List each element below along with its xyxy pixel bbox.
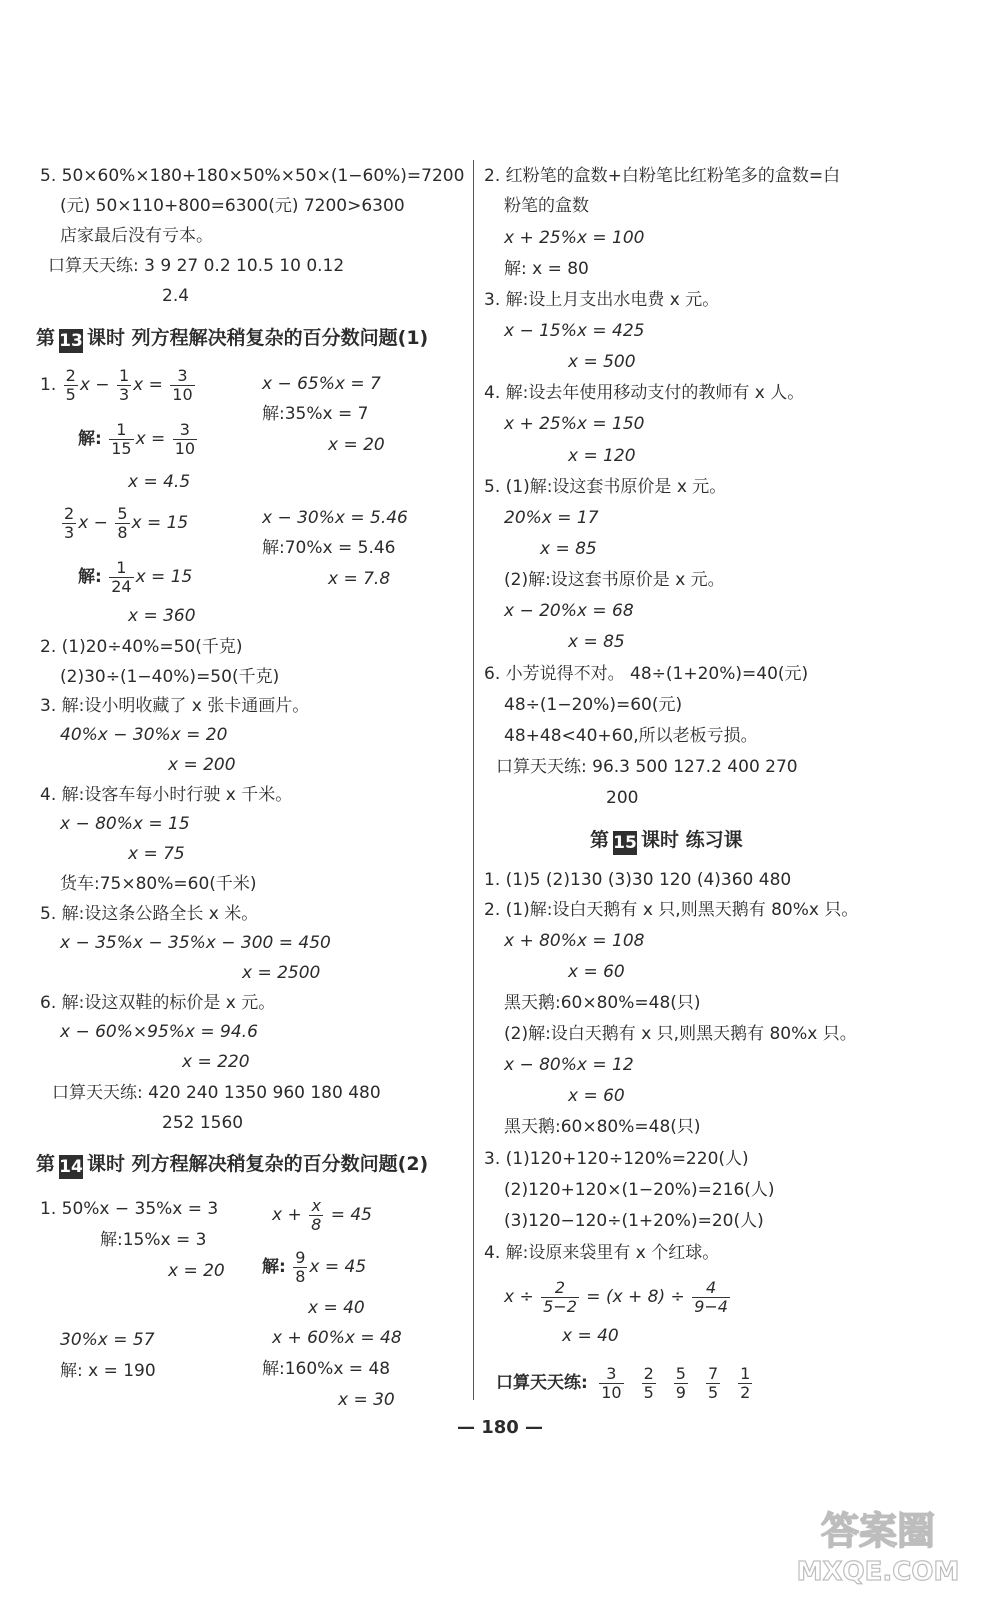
l15-q2: 2. (1)解:设白天鹅有 x 只,则黑天鹅有 80%x 只。 <box>484 900 859 920</box>
expr: x + <box>272 1205 308 1225</box>
l13-q1b-ans: x = 20 <box>328 435 385 455</box>
l13-post: 课时 列方程解决稍复杂的百分数问题(1) <box>87 327 429 349</box>
l14-a-sol: 解:15%x = 3 <box>100 1230 207 1250</box>
frac-den: 9 <box>675 1382 686 1402</box>
frac-den: 5 <box>707 1382 719 1402</box>
frac-den: 9−4 <box>694 1296 728 1316</box>
expr: = (x + 8) ÷ <box>580 1287 691 1307</box>
frac-num: 1 <box>109 559 133 578</box>
r-q4a: x + 25%x = 150 <box>504 414 645 434</box>
fraction <box>293 1249 307 1286</box>
expr: x = 15 <box>131 513 189 533</box>
sol-label: 解: <box>78 567 102 587</box>
frac-num: 4 <box>692 1279 730 1298</box>
frac-num: 9 <box>295 1247 306 1267</box>
fraction <box>170 367 194 404</box>
l15-q1: 1. (1)5 (2)130 (3)30 120 (4)360 480 <box>484 870 792 890</box>
fraction <box>692 1279 730 1316</box>
frac-den: 8 <box>117 522 128 542</box>
lesson15-title <box>590 828 743 855</box>
frac-num: x <box>309 1197 323 1216</box>
frac-num: 2 <box>64 503 75 523</box>
expr: = 45 <box>325 1205 372 1225</box>
l13-q1d-eq: x − 30%x = 5.46 <box>262 508 408 528</box>
r-q5e: x = 85 <box>568 632 625 652</box>
l13-q4c: 货车:75×80%=60(千米) <box>60 874 257 894</box>
fraction <box>62 505 76 542</box>
l13-q1c-sol <box>78 556 192 598</box>
r-q5: 5. (1)解:设这套书原价是 x 元。 <box>484 477 727 497</box>
lesson14-title <box>36 1152 428 1179</box>
frac-den: 8 <box>295 1266 306 1286</box>
frac-num: 1 <box>109 421 133 440</box>
l15-q4: 4. 解:设原来袋里有 x 个红球。 <box>484 1243 720 1263</box>
fraction <box>109 559 133 596</box>
l15-q4-eq <box>504 1276 732 1318</box>
l14-c-sol: 解: x = 190 <box>60 1361 156 1381</box>
frac-den: 2 <box>740 1382 751 1402</box>
l-p5-oral: 口算天天练: 3 9 27 0.2 10.5 10 0.12 <box>48 256 345 276</box>
l14-a: 1. 50%x − 35%x = 3 <box>40 1199 219 1219</box>
l15-q2e: x − 80%x = 12 <box>504 1055 634 1075</box>
sol-label: 解: <box>262 1257 286 1277</box>
r-q2c: x + 25%x = 100 <box>504 228 645 248</box>
r-q3: 3. 解:设上月支出水电费 x 元。 <box>484 290 720 310</box>
frac-num: 1 <box>118 365 130 385</box>
l15-oral <box>496 1362 764 1404</box>
watermark-text-1: 答案圈 <box>820 1509 936 1553</box>
l15-q2f: x = 60 <box>568 1086 625 1106</box>
expr: x − <box>78 513 114 533</box>
frac-num: 2 <box>541 1279 579 1298</box>
frac-den: 10 <box>172 384 193 404</box>
l13-q4a: x − 80%x = 15 <box>60 814 190 834</box>
l14-num: 14 <box>59 1157 83 1177</box>
r-q6a: 48÷(1−20%)=60(元) <box>504 695 683 715</box>
l15-post: 课时 练习课 <box>641 829 743 851</box>
frac-num: 3 <box>170 367 194 386</box>
l-p5-line2: (元) 50×110+800=6300(元) 7200>6300 <box>60 196 405 216</box>
r-q2b: 粉笔的盒数 <box>504 196 589 216</box>
q-label: 1. <box>40 375 57 395</box>
l13-pre: 第 <box>36 327 56 349</box>
l14-d-sol: 解:160%x = 48 <box>262 1359 391 1379</box>
l15-q2c: 黑天鹅:60×80%=48(只) <box>504 993 701 1013</box>
l14-d-ans: x = 30 <box>338 1390 395 1410</box>
frac-den: 5 <box>643 1382 654 1402</box>
frac-den: 5 <box>65 384 76 404</box>
l15-q2b: x = 60 <box>568 962 625 982</box>
r-q3b: x = 500 <box>568 352 636 372</box>
r-q6: 6. 小芳说得不对。 48÷(1+20%)=40(元) <box>484 664 809 684</box>
l13-oral2: 252 1560 <box>162 1113 244 1133</box>
l14-b-ans: x = 40 <box>308 1298 365 1318</box>
fraction <box>117 367 131 404</box>
l13-q1c-ans: x = 360 <box>128 606 196 626</box>
l13-q1c <box>60 502 188 544</box>
l13-q1d-ans: x = 7.8 <box>328 569 391 589</box>
page-number: — 180 — <box>456 1417 544 1438</box>
frac-num: 7 <box>707 1363 719 1383</box>
l13-q1a-ans: x = 4.5 <box>128 472 191 492</box>
frac-den: 15 <box>111 438 132 458</box>
l13-q5a: x − 35%x − 35%x − 300 = 450 <box>60 933 331 953</box>
l13-q2b: (2)30÷(1−40%)=50(千克) <box>60 667 280 687</box>
oral-fraction <box>642 1365 656 1402</box>
frac-num: 2 <box>643 1363 654 1383</box>
watermark-text-2: MXQE.COM <box>796 1557 960 1587</box>
frac-den: 3 <box>64 522 75 542</box>
frac-den: 10 <box>601 1382 622 1402</box>
l13-q4b: x = 75 <box>128 844 185 864</box>
oral-fraction <box>674 1365 688 1402</box>
r-oral: 口算天天练: 96.3 500 127.2 400 270 <box>496 757 798 777</box>
l14-a-ans: x = 20 <box>168 1261 225 1281</box>
frac-num: 3 <box>599 1365 623 1384</box>
watermark-logo <box>778 1500 978 1590</box>
l13-q2a: 2. (1)20÷40%=50(千克) <box>40 637 243 657</box>
oral-fractions <box>593 1363 764 1402</box>
fraction <box>115 505 129 542</box>
l13-q6a: x − 60%×95%x = 94.6 <box>60 1022 258 1042</box>
l13-q1a <box>40 364 197 406</box>
r-q5b: x = 85 <box>540 539 597 559</box>
r-q5d: x − 20%x = 68 <box>504 601 634 621</box>
r-q3a: x − 15%x = 425 <box>504 321 645 341</box>
l13-q1b-sol: 解:35%x = 7 <box>262 404 369 424</box>
oral-fraction <box>706 1365 720 1402</box>
expr: x = 45 <box>309 1257 367 1277</box>
frac-den: 3 <box>118 384 130 404</box>
l15-pre: 第 <box>590 829 610 851</box>
frac-den: 10 <box>174 438 196 458</box>
frac-num: 5 <box>117 503 128 523</box>
r-q2d: 解: x = 80 <box>504 259 589 279</box>
fraction <box>541 1279 579 1316</box>
sol-label: 解: <box>78 429 102 449</box>
fraction <box>109 421 133 458</box>
oral-fraction <box>738 1365 752 1402</box>
expr: x ÷ <box>504 1287 540 1307</box>
l13-q1a-sol <box>78 418 199 460</box>
l13-q3b: x = 200 <box>168 755 236 775</box>
fraction <box>309 1197 323 1234</box>
l13-q5: 5. 解:设这条公路全长 x 米。 <box>40 904 259 924</box>
l13-q4: 4. 解:设客车每小时行驶 x 千米。 <box>40 785 293 805</box>
lesson13-title <box>36 326 428 353</box>
l13-q5b: x = 2500 <box>242 963 321 983</box>
l15-q3b: (2)120+120×(1−20%)=216(人) <box>504 1180 775 1200</box>
l-p5-line1: 5. 50×60%×180+180×50%×50×(1−60%)=7200 <box>40 166 465 186</box>
r-q4b: x = 120 <box>568 446 636 466</box>
frac-num: 1 <box>740 1363 751 1383</box>
l15-q2a: x + 80%x = 108 <box>504 931 645 951</box>
frac-num: 2 <box>65 365 76 385</box>
l14-b <box>272 1194 372 1236</box>
fraction <box>64 367 78 404</box>
l14-b-sol <box>262 1246 366 1288</box>
l13-q3a: 40%x − 30%x = 20 <box>60 725 228 745</box>
l13-q1b-eq: x − 65%x = 7 <box>262 374 381 394</box>
frac-num: 3 <box>173 421 197 440</box>
l13-num: 13 <box>59 331 83 351</box>
expr: x = <box>133 375 169 395</box>
oral-label: 口算天天练: <box>496 1373 588 1393</box>
oral-fraction <box>599 1365 623 1402</box>
expr: x − <box>79 375 115 395</box>
l13-q6b: x = 220 <box>182 1052 250 1072</box>
l15-num: 15 <box>613 833 637 853</box>
l15-q3c: (3)120−120÷(1+20%)=20(人) <box>504 1211 764 1231</box>
fraction <box>173 421 197 458</box>
r-q6b: 48+48<40+60,所以老板亏损。 <box>504 726 758 746</box>
l14-d: x + 60%x = 48 <box>272 1328 402 1348</box>
r-q5c: (2)解:设这套书原价是 x 元。 <box>504 570 725 590</box>
l15-q4b: x = 40 <box>562 1326 619 1346</box>
l14-post: 课时 列方程解决稍复杂的百分数问题(2) <box>87 1153 429 1175</box>
l15-q3a: 3. (1)120+120÷120%=220(人) <box>484 1149 749 1169</box>
l-p5-oral2: 2.4 <box>162 286 190 306</box>
l13-q6: 6. 解:设这双鞋的标价是 x 元。 <box>40 993 276 1013</box>
frac-den: 8 <box>311 1214 322 1234</box>
r-oral2: 200 <box>606 788 639 808</box>
r-q5a: 20%x = 17 <box>504 508 599 528</box>
frac-num: 5 <box>675 1363 686 1383</box>
l13-oral: 口算天天练: 420 240 1350 960 180 480 <box>52 1083 381 1103</box>
column-divider <box>473 160 474 1400</box>
frac-den: 24 <box>111 576 132 596</box>
l13-q3: 3. 解:设小明收藏了 x 张卡通画片。 <box>40 696 310 716</box>
expr: x = 15 <box>135 567 193 587</box>
r-q2: 2. 红粉笔的盒数+白粉笔比红粉笔多的盒数=白 <box>484 166 841 186</box>
l14-c: 30%x = 57 <box>60 1330 155 1350</box>
r-q4: 4. 解:设去年使用移动支付的教师有 x 人。 <box>484 383 805 403</box>
l15-q2g: 黑天鹅:60×80%=48(只) <box>504 1117 701 1137</box>
l14-pre: 第 <box>36 1153 56 1175</box>
frac-den: 5−2 <box>543 1296 577 1316</box>
expr: x = <box>135 429 171 449</box>
l13-q1d-sol: 解:70%x = 5.46 <box>262 538 396 558</box>
l15-q2d: (2)解:设白天鹅有 x 只,则黑天鹅有 80%x 只。 <box>504 1024 857 1044</box>
l-p5-line3: 店家最后没有亏本。 <box>60 226 213 246</box>
